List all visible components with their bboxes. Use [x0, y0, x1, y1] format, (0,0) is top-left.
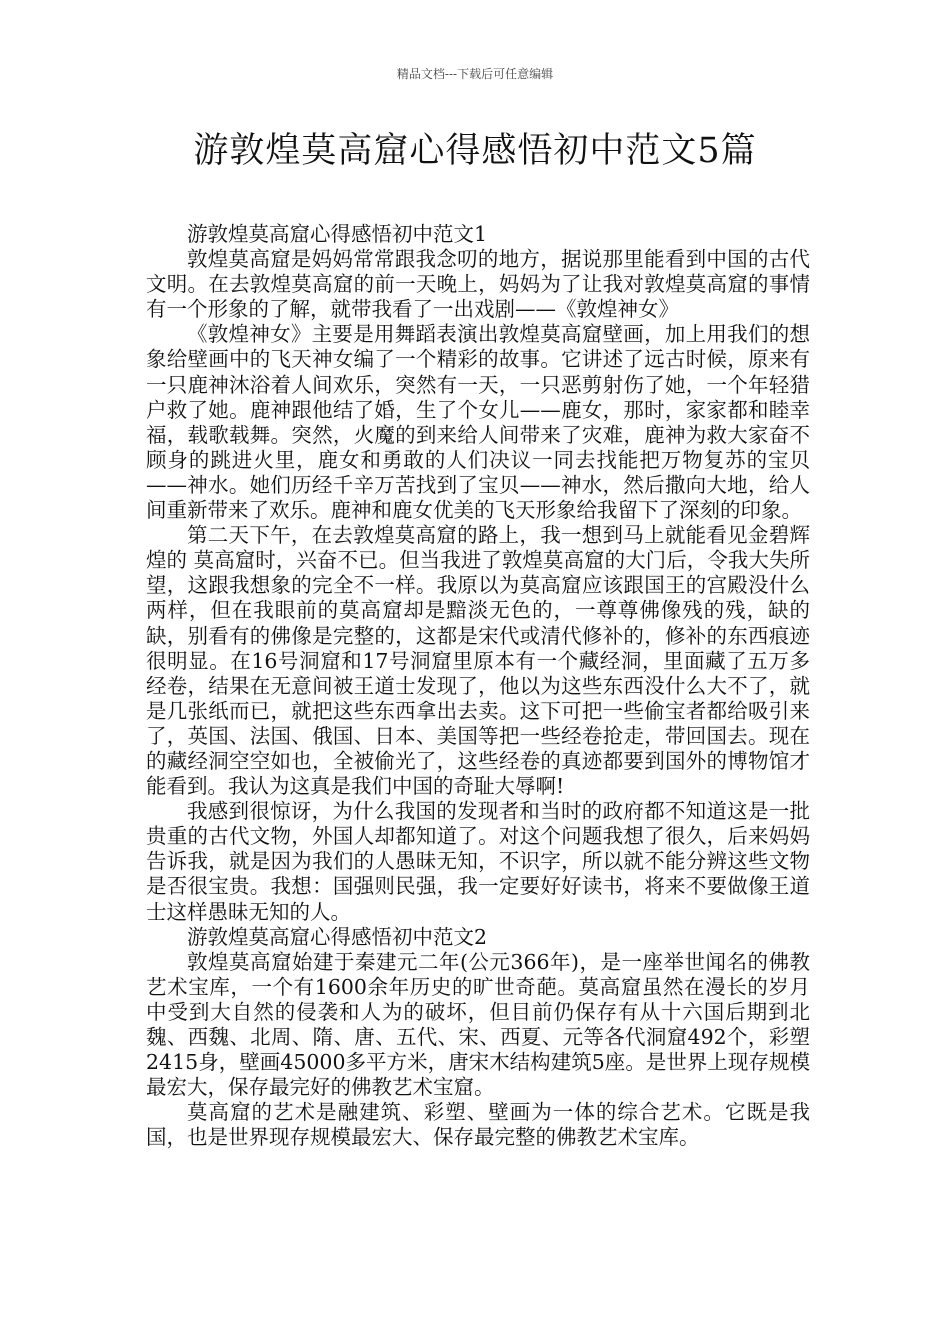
paragraph: 莫高窟的艺术是融建筑、彩塑、壁画为一体的综合艺术。它既是我国，也是世界现存规模最宏大、保存最完整的佛教艺术宝库。	[146, 1100, 810, 1150]
document-body	[146, 222, 810, 1150]
paragraph: 敦煌莫高窟始建于秦建元二年(公元366年)，是一座举世闻名的佛教艺术宝库，一个有1600余年历史的旷世奇葩。莫高窟虽然在漫长的岁月中受到大自然的侵袭和人为的破坏，但目前仍保存有从十六国后期到北魏、西魏、北周、隋、唐、五代、宋、西夏、元等各代洞窟492个，彩塑2415身，壁画45000多平方米，唐宋木结构建筑5座。是世界上现存规模最宏大，保存最完好的佛教艺术宝窟。	[146, 949, 810, 1100]
section-heading-1: 游敦煌莫高窟心得感悟初中范文1	[187, 222, 488, 246]
section-heading-2: 游敦煌莫高窟心得感悟初中范文2	[187, 924, 488, 949]
document-title: 游敦煌莫高窟心得感悟初中范文5篇	[193, 131, 757, 171]
paragraph: 《敦煌神女》主要是用舞蹈表演出敦煌莫高窟壁画，加上用我们的想象给壁画中的飞天神女编了一个精彩的故事。它讲述了远古时候，原来有一只鹿神沐浴着人间欢乐，突然有一天，一只恶剪射伤了她，一个年轻猎户救了她。鹿神跟他结了婚，生了个女儿——鹿女，那时，家家都和睦幸福，载歌载舞。突然，火魔的到来给人间带来了灾难，鹿神为救大家奋不顾身的跳进火里，鹿女和勇敢的人们决议一同去找能把万物复苏的宝贝——神水。她们历经千辛万苦找到了宝贝——神水，然后撒向大地，给人间重新带来了欢乐。鹿神和鹿女优美的飞天形象给我留下了深刻的印象。	[146, 322, 810, 523]
paragraph: 敦煌莫高窟是妈妈常常跟我念叨的地方，据说那里能看到中国的古代文明。在去敦煌莫高窟的前一天晚上，妈妈为了让我对敦煌莫高窟的事情有一个形象的了解，就带我看了一出戏剧——《敦煌神女》	[146, 247, 810, 322]
page-header-note: 精品文档---下载后可任意编辑	[396, 67, 554, 81]
paragraph: 我感到很惊讶，为什么我国的发现者和当时的政府都不知道这是一批贵重的古代文物，外国人却都知道了。对这个问题我想了很久，后来妈妈告诉我，就是因为我们的人愚昧无知，不识字，所以就不能分辨这些文物是否很宝贵。我想：国强则民强，我一定要好好读书，将来不要做像王道士这样愚昧无知的人。	[146, 799, 810, 924]
paragraph: 第二天下午，在去敦煌莫高窟的路上，我一想到马上就能看见金碧辉煌的 莫高窟时，兴奋不已。但当我进了敦煌莫高窟的大门后，令我大失所望，这跟我想象的完全不一样。我原以为莫高窟应该跟国王的宫殿没什么两样，但在我眼前的莫高窟却是黯淡无色的，一尊尊佛像残的残，缺的缺，别看有的佛像是完整的，这都是宋代或清代修补的，修补的东西痕迹很明显。在16号洞窟和17号洞窟里原本有一个藏经洞，里面藏了五万多经卷，结果在无意间被王道士发现了，他以为这些东西没什么大不了，就是几张纸而已，就把这些东西拿出去卖。这下可把一些偷宝者都给吸引来了，英国、法国、俄国、日本、美国等把一些经卷抢走，带回国去。现在的藏经洞空空如也，全被偷光了，这些经卷的真迹都要到国外的博物馆才能看到。我认为这真是我们中国的奇耻大辱啊!	[146, 523, 810, 799]
